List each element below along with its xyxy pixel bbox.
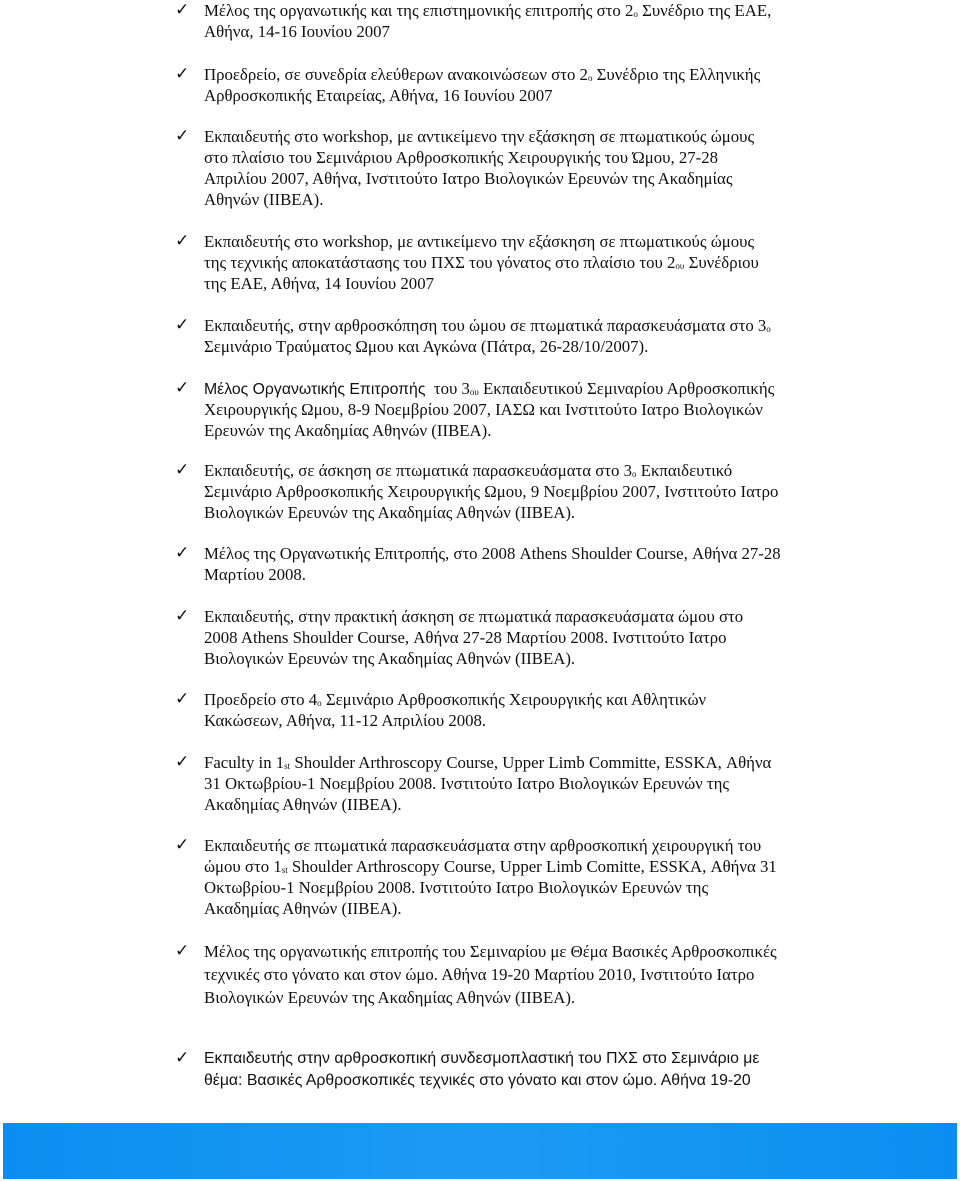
checkmark-icon: ✓: [175, 1048, 190, 1068]
checkmark-icon: ✓: [175, 64, 190, 84]
entry-line: Μέλος της Οργανωτικής Επιτροπής, στο 2008 Athens Shoulder Course, Αθήνα 27-28: [204, 544, 781, 563]
entry-line: Μέλος Οργανωτικής Επιτροπής του $3_{o\upsilon}$ Εκπαιδευτικού Σεμιναρίου Αρθροσκοπικής: [204, 379, 775, 398]
entry-line: Εκπαιδευτής σε πτωματικά παρασκευάσματα στην αρθροσκοπική χειρουργική του: [204, 836, 762, 855]
entry-line: της τεχνικής αποκατάστασης του ΠΧΣ του γόνατος στο πλαίσιο του $2_{o\upsilon}$ Συνέδριου: [204, 253, 759, 272]
checkmark-icon: ✓: [175, 460, 190, 480]
entry-line: Μέλος της οργανωτικής επιτροπής του Σεμιναρίου με Θέμα Βασικές Αρθροσκοπικές: [204, 942, 777, 961]
entry-line: Αθηνών (ΙΙΒΕΑ).: [204, 190, 324, 209]
entry-line: θέμα: Βασικές Αρθροσκοπικές τεχνικές στο γόνατο και στον ώμο. Αθήνα 19-20: [204, 1072, 751, 1089]
entry-line: 2008 Athens Shoulder Course, Αθήνα 27-28 Μαρτίου 2008. Ινστιτούτο Ιατρο: [204, 628, 727, 647]
entry-line: Faculty in $1_{st}$ Shoulder Arthroscopy Course, Upper Limb Committe, ESSKA, Αθήνα: [204, 753, 772, 772]
entry-line: ώμου στο $1_{st}$ Shoulder Arthroscopy Course, Upper Limb Comitte, ESSKA, Αθήνα 31: [204, 857, 777, 876]
checkmark-icon: ✓: [175, 752, 190, 772]
checkmark-icon: ✓: [175, 0, 190, 20]
entry-line: Προεδρείο στο $4_o$ Σεμινάριο Αρθροσκοπικής Χειρουργικής και Αθλητικών: [204, 690, 707, 709]
entry-line: Μέλος της οργανωτικής και της επιστημονικής επιτροπής στο $2_o$ Συνέδριο της ΕΑΕ,: [204, 1, 772, 20]
entry-line: Βιολογικών Ερευνών της Ακαδημίας Αθηνών (ΙΙΒΕΑ).: [204, 988, 576, 1007]
entry-line: Εκπαιδευτής στο workshop, με αντικείμενο την εξάσκηση σε πτωματικούς ώμους: [204, 127, 755, 146]
checkmark-icon: ✓: [175, 231, 190, 251]
checkmark-icon: ✓: [175, 126, 190, 146]
entry-line: Ερευνών της Ακαδημίας Αθηνών (ΙΙΒΕΑ).: [204, 421, 492, 440]
entry-line: Μαρτίου 2008.: [204, 565, 306, 584]
entry-line: Εκπαιδευτής στο workshop, με αντικείμενο την εξάσκηση σε πτωματικούς ώμους: [204, 232, 755, 251]
entry-line: Αρθροσκοπικής Εταιρείας, Αθήνα, 16 Ιουνίου 2007: [204, 86, 553, 105]
entry-line: Απριλίου 2007, Αθήνα, Ινστιτούτο Ιατρο Βιολογικών Ερευνών της Ακαδημίας: [204, 169, 733, 188]
entry-line: στο πλαίσιο του Σεμινάριου Αρθροσκοπικής Χειρουργικής του Ώμου, 27-28: [204, 148, 718, 167]
checkmark-icon: ✓: [175, 835, 190, 855]
entry-line: Εκπαιδευτής, σε άσκηση σε πτωματικά παρασκευάσματα στο $3_o$ Εκπαιδευτικό: [204, 461, 733, 480]
entry-line: Εκπαιδευτής στην αρθροσκοπική συνδεσμοπλαστική του ΠΧΣ στο Σεμινάριο με: [204, 1050, 760, 1067]
entry-line: Βιολογικών Ερευνών της Ακαδημίας Αθηνών (ΙΙΒΕΑ).: [204, 503, 576, 522]
checkmark-icon: ✓: [175, 941, 190, 961]
entry-line: Χειρουργικής Ωμου, 8-9 Νοεμβρίου 2007, ΙΑΣΩ και Ινστιτούτο Ιατρο Βιολογικών: [204, 400, 763, 419]
checkmark-icon: ✓: [175, 606, 190, 626]
entry-line: Βιολογικών Ερευνών της Ακαδημίας Αθηνών (ΙΙΒΕΑ).: [204, 649, 576, 668]
entry-line: Σεμινάριο Αρθροσκοπικής Χειρουργικής Ωμου, 9 Νοεμβρίου 2007, Ινστιτούτο Ιατρο: [204, 482, 779, 501]
entry-line: 31 Οκτωβρίου-1 Νοεμβρίου 2008. Ινστιτούτο Ιατρο Βιολογικών Ερευνών της: [204, 774, 730, 793]
checkmark-icon: ✓: [175, 315, 190, 335]
entry-line: τεχνικές στο γόνατο και στον ώμο. Αθήνα 19-20 Μαρτίου 2010, Ινστιτούτο Ιατρο: [204, 965, 755, 984]
entry-line: Προεδρείο, σε συνεδρία ελεύθερων ανακοινώσεων στο $2_o$ Συνέδριο της Ελληνικής: [204, 65, 761, 84]
entry-line: Ακαδημίας Αθηνών (ΙΙΒΕΑ).: [204, 899, 402, 918]
entry-line: Εκπαιδευτής, στην πρακτική άσκηση σε πτωματικά παρασκευάσματα ώμου στο: [204, 607, 744, 626]
entry-line: Ακαδημίας Αθηνών (ΙΙΒΕΑ).: [204, 795, 402, 814]
checkmark-icon: ✓: [175, 543, 190, 563]
entry-line: Εκπαιδευτής, στην αρθροσκόπηση του ώμου σε πτωματικά παρασκευάσματα στο $3_o$: [204, 316, 771, 335]
entry-line: Αθήνα, 14-16 Ιουνίου 2007: [204, 22, 390, 41]
checkmark-icon: ✓: [175, 378, 190, 398]
checkmark-icon: ✓: [175, 689, 190, 709]
footer-bar: [3, 1123, 957, 1179]
entry-line: Σεμινάριο Τραύματος Ωμου και Αγκώνα (Πάτρα, 26-28/10/2007).: [204, 337, 649, 356]
entry-line: της ΕΑΕ, Αθήνα, 14 Ιουνίου 2007: [204, 274, 434, 293]
entry-line: Οκτωβρίου-1 Νοεμβρίου 2008. Ινστιτούτο Ιατρο Βιολογικών Ερευνών της: [204, 878, 709, 897]
entry-line: Κακώσεων, Αθήνα, 11-12 Απριλίου 2008.: [204, 711, 487, 730]
